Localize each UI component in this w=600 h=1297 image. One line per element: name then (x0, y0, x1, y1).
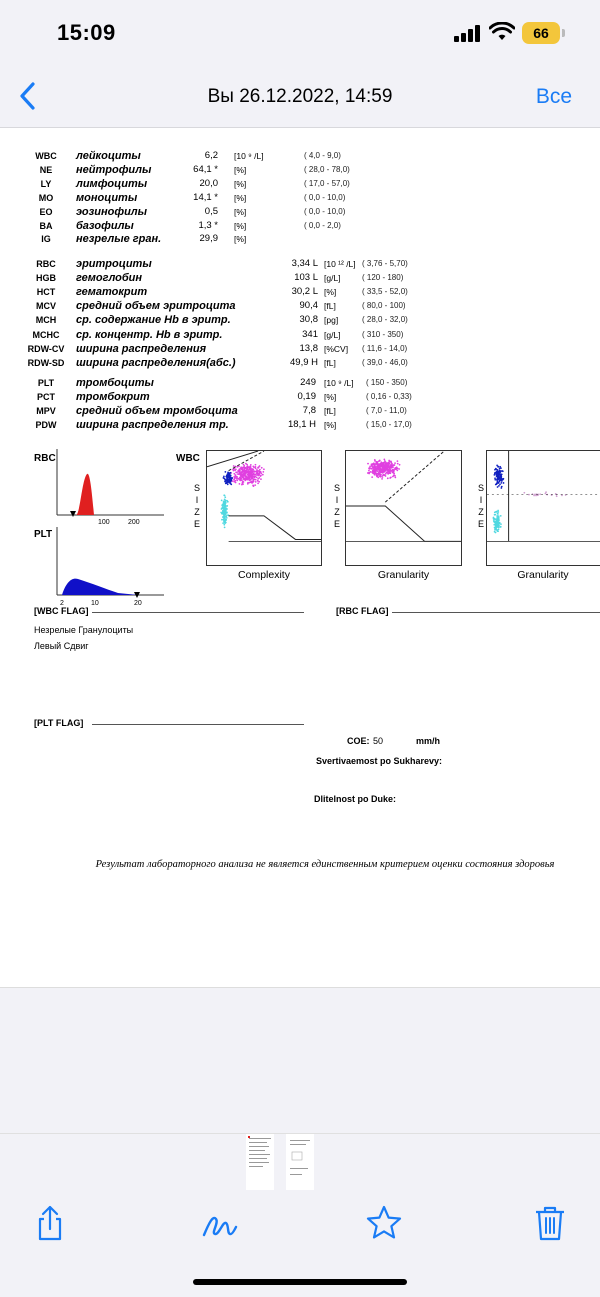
wbc-scatter-label: WBC (176, 453, 200, 464)
row-value: 7,8 (302, 405, 316, 416)
thumbnail-strip[interactable] (0, 1133, 600, 1193)
background-area (0, 987, 600, 1133)
row-ref: ( 150 - 350) (366, 378, 408, 387)
row-value: 29,9 (199, 233, 218, 245)
rbc-histogram-label: RBC (34, 453, 56, 464)
row-ref: ( 28,0 - 32,0) (362, 315, 408, 325)
battery-icon: 66 (522, 22, 560, 44)
row-ref: ( 120 - 180) (362, 273, 404, 283)
row-name: нейтрофилы (76, 163, 152, 176)
trash-icon[interactable] (530, 1203, 570, 1243)
row-name: ширина распределения (76, 342, 207, 355)
row-code: EO (39, 206, 53, 217)
row-name: средний объем эритроцита (76, 300, 236, 313)
scatter-caption-2: Granularity (377, 569, 430, 581)
row-code: WBC (35, 151, 57, 161)
plt-flag-line (92, 724, 304, 725)
row-value: 30,8 (299, 314, 318, 326)
row-unit: [%] (234, 192, 247, 203)
row-unit: [%] (234, 178, 247, 189)
plt-tick-10: 10 (91, 600, 99, 607)
status-time: 15:09 (57, 20, 116, 45)
row-value: 341 (302, 328, 318, 340)
row-value: 49,9 H (290, 356, 318, 368)
wbc-flag-line (92, 612, 304, 613)
row-ref: ( 3,76 - 5,70) (362, 259, 408, 268)
wbc-flag-item-2: Левый Сдвиг (34, 641, 89, 651)
rbc-peak (76, 474, 94, 515)
disclaimer-text: Результат лабораторного анализа не является единственным критерием оценки состояния здоровья (95, 859, 555, 870)
row-unit: [10 ⁹ /L] (234, 151, 264, 161)
row-unit: [10 ⁹ /L] (324, 378, 354, 388)
row-unit: [%] (234, 164, 247, 175)
row-name: ширина распределения тр. (76, 419, 229, 431)
row-unit: [fL] (324, 357, 336, 368)
all-photos-button[interactable]: Все (535, 85, 572, 108)
row-code: PCT (37, 392, 55, 402)
row-unit: [10 ¹² /L] (324, 259, 356, 269)
row-value: 13,8 (299, 342, 318, 354)
row-unit: [%] (324, 287, 337, 298)
row-name: ср. концентр. Hb в эритр. (76, 328, 223, 341)
size-axis-1: S I Z E (193, 483, 200, 529)
wbc-scatter-granularity-2 (486, 450, 600, 566)
row-name: ср. содержание Hb в эритр. (76, 314, 231, 327)
row-name: гематокрит (76, 286, 148, 299)
row-ref: ( 39,0 - 46,0) (362, 357, 408, 367)
markup-icon[interactable] (199, 1203, 239, 1243)
wbc-scatter-complexity (206, 450, 322, 566)
row-code: MPV (36, 406, 56, 416)
row-value: 30,2 L (291, 286, 318, 298)
scatter-caption-3: Granularity (517, 569, 569, 581)
row-unit: [%] (324, 420, 337, 430)
row-ref: ( 11,6 - 14,0) (362, 343, 408, 353)
row-code: RDW-SD (27, 357, 65, 368)
rbc-flag-line (392, 612, 600, 613)
row-unit: [g/L] (324, 273, 341, 284)
row-ref: ( 15,0 - 17,0) (366, 420, 412, 429)
share-icon[interactable] (30, 1203, 70, 1243)
row-name: эозинофилы (76, 205, 148, 218)
wbc-flag-item-1: Незрелые Гранулоциты (34, 625, 134, 635)
row-ref: ( 0,16 - 0,33) (366, 392, 412, 401)
row-unit: [pg] (324, 315, 339, 326)
row-name: ширина распределения(абс.) (76, 356, 236, 369)
row-value: 103 L (294, 272, 318, 284)
battery-cap (562, 29, 565, 37)
nav-bar (0, 66, 600, 128)
row-code: NE (39, 164, 53, 175)
row-code: HCT (36, 287, 56, 298)
row-ref: ( 28,0 - 78,0) (304, 164, 350, 174)
wifi-icon (489, 22, 515, 42)
row-code: HGB (36, 273, 56, 284)
rbc-flag-title: [RBC FLAG] (336, 606, 389, 616)
row-ref: ( 0,0 - 10,0) (304, 192, 346, 202)
row-value: 20,0 (199, 177, 218, 189)
row-value: 0,19 (297, 391, 316, 402)
coe-value: 50 (373, 736, 384, 746)
row-code: IG (41, 234, 51, 245)
size-axis-3: S I Z E (477, 483, 484, 529)
row-name: тромбоциты (76, 377, 154, 389)
plt-histogram (56, 527, 166, 607)
row-unit: [g/L] (324, 329, 341, 340)
row-code: MCV (36, 301, 56, 312)
plt-peak (62, 579, 138, 595)
row-unit: [%] (234, 206, 247, 217)
row-ref: ( 310 - 350) (362, 329, 404, 339)
row-name: тромбокрит (76, 391, 150, 403)
row-ref: ( 80,0 - 100) (362, 301, 406, 311)
row-code: MCH (35, 315, 57, 326)
row-ref: ( 17,0 - 57,0) (304, 178, 350, 188)
row-value: 14,1 * (193, 191, 218, 203)
row-code: MO (38, 192, 54, 203)
row-unit: [%] (324, 392, 337, 402)
row-unit: [%] (234, 220, 247, 231)
plt-tick-2: 2 (60, 600, 64, 607)
row-name: незрелые гран. (76, 233, 162, 246)
row-name: базофилы (76, 219, 134, 232)
coe-label: COE: (347, 736, 370, 746)
row-ref: ( 0,0 - 10,0) (304, 206, 346, 216)
dlitelnost-label: Dlitelnost po Duke: (314, 794, 397, 804)
plt-tick-20: 20 (134, 600, 142, 607)
thumbnail-1[interactable] (246, 1134, 274, 1190)
row-value: 6,2 (204, 150, 218, 161)
row-value: 3,34 L (291, 258, 318, 269)
row-name: гемоглобин (76, 272, 143, 285)
row-ref: ( 4,0 - 9,0) (304, 151, 341, 160)
row-value: 18,1 H (288, 419, 316, 430)
row-ref: ( 33,5 - 52,0) (362, 287, 408, 297)
scatter-caption-1: Complexity (238, 569, 290, 581)
row-unit: [fL] (324, 406, 336, 416)
row-code: PDW (35, 420, 57, 430)
row-name: лимфоциты (76, 177, 148, 190)
nav-title: Вы 26.12.2022, 14:59 (207, 86, 393, 107)
rbc-tick-100: 100 (98, 519, 110, 524)
row-name: лейкоциты (76, 150, 141, 162)
favorite-star-icon[interactable] (364, 1203, 404, 1243)
row-code: LY (40, 178, 52, 189)
plt-histogram-label: PLT (34, 529, 53, 540)
svertivaemost-label: Svertivaemost po Sukharevy: (316, 756, 443, 766)
row-value: 0,5 (204, 205, 218, 217)
row-code: PLT (37, 378, 55, 388)
row-unit: [%CV] (324, 343, 349, 354)
row-name: эритроциты (76, 258, 152, 270)
home-indicator (193, 1279, 407, 1285)
coe-unit: mm/h (416, 736, 441, 746)
row-value: 249 (300, 377, 316, 388)
wbc-scatter-granularity-1 (345, 450, 462, 566)
lab-report-document (0, 129, 600, 987)
row-ref: ( 0,0 - 2,0) (304, 220, 341, 230)
row-ref: ( 7,0 - 11,0) (366, 406, 407, 415)
signal-icon (454, 24, 480, 42)
thumbnail-2[interactable] (286, 1134, 314, 1190)
row-code: BA (39, 220, 53, 231)
row-code: MCHC (32, 329, 60, 340)
row-unit: [fL] (324, 301, 336, 312)
row-code: RBC (36, 259, 56, 269)
row-value: 90,4 (299, 300, 318, 312)
wbc-flag-title: [WBC FLAG] (34, 606, 89, 616)
row-value: 1,3 * (198, 219, 218, 231)
row-name: моноциты (76, 191, 138, 204)
rbc-histogram (56, 449, 166, 524)
row-code: RDW-CV (27, 343, 65, 354)
status-bar (0, 0, 600, 66)
row-value: 64,1 * (193, 163, 218, 175)
row-name: средний объем тромбоцита (76, 405, 238, 417)
row-unit: [%] (234, 234, 247, 245)
plt-flag-title: [PLT FLAG] (34, 718, 84, 728)
size-axis-2: S I Z E (333, 483, 340, 529)
rbc-tick-200: 200 (128, 519, 140, 524)
